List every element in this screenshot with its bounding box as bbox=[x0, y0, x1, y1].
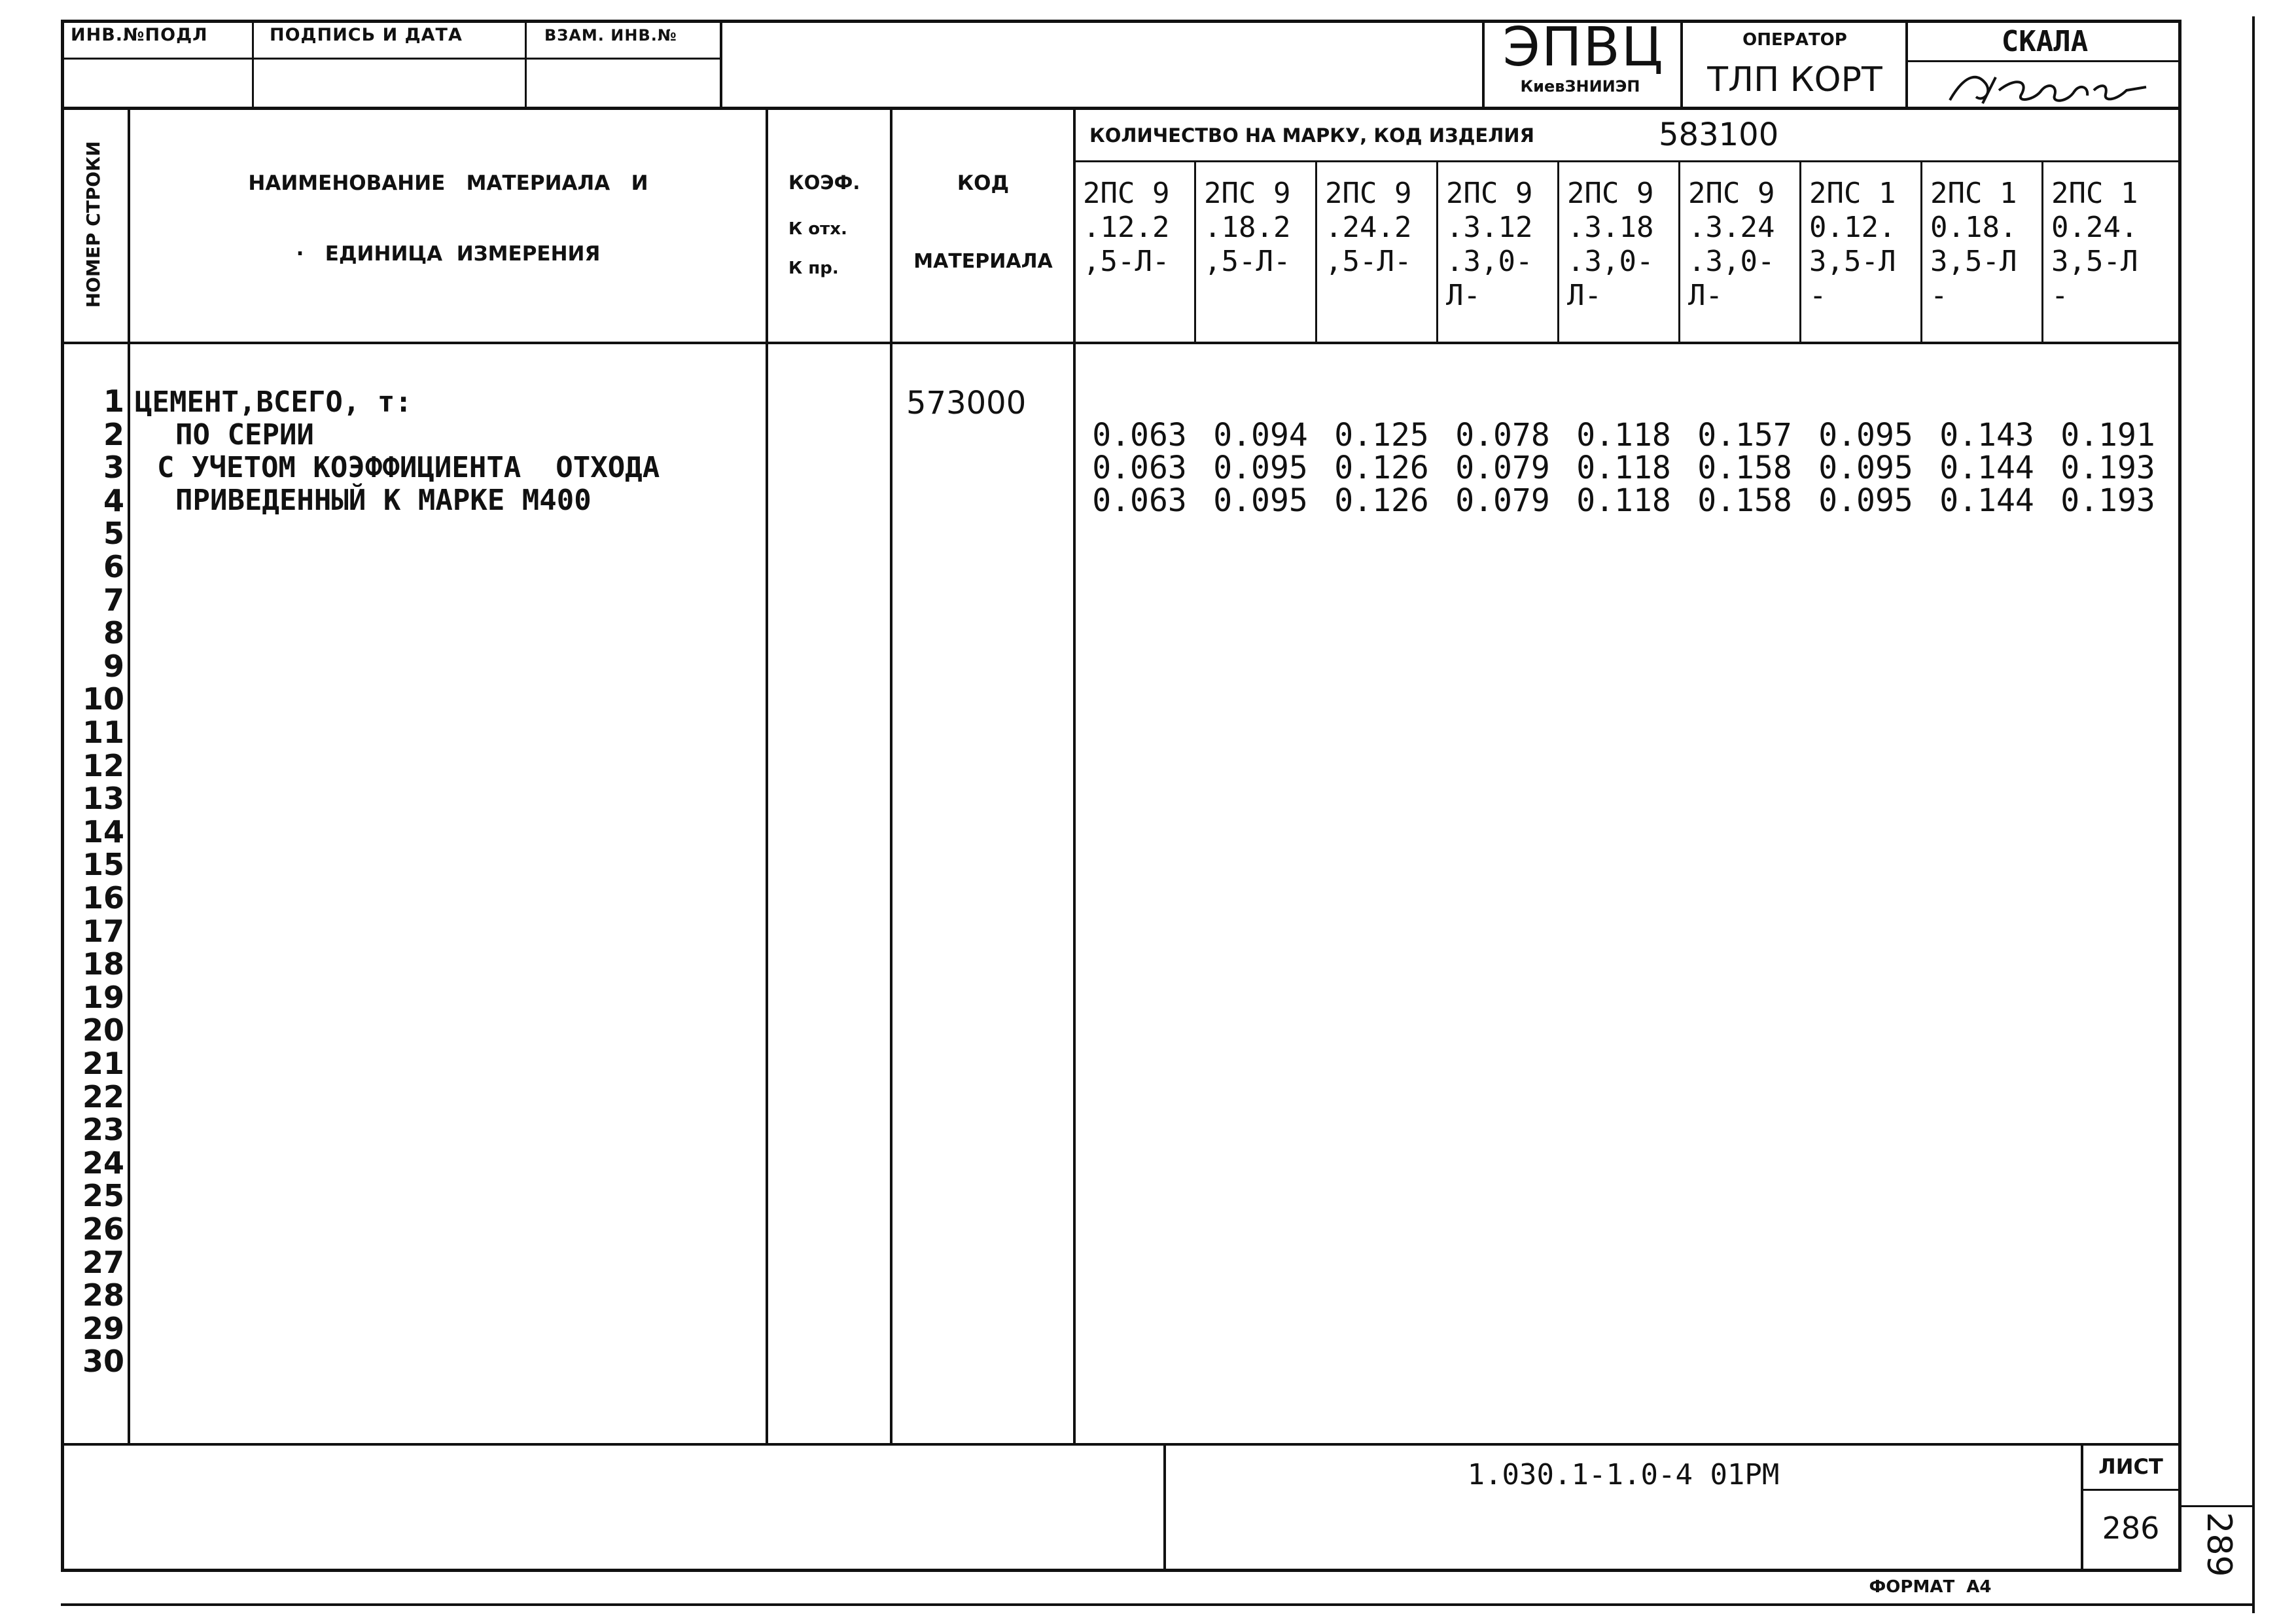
code-label: КОД bbox=[957, 171, 1010, 195]
product-column-7-line3: 3,5-Л bbox=[1809, 245, 1896, 278]
material-name-line1: НАИМЕНОВАНИЕ МАТЕРИАЛА И bbox=[248, 171, 648, 195]
value-cell: 0.193 bbox=[2060, 450, 2155, 486]
product-column-6-line4: Л- bbox=[1688, 279, 1723, 312]
value-cell: 0.063 bbox=[1092, 482, 1187, 519]
row-number: 6 bbox=[103, 549, 124, 584]
operator-value: ТЛП КОРТ bbox=[1707, 60, 1882, 99]
value-cell: 0.095 bbox=[1213, 482, 1308, 519]
product-column-7-line2: 0.12. bbox=[1809, 211, 1896, 244]
product-column-6-line1: 2ПС 9 bbox=[1688, 177, 1775, 210]
row-number: 15 bbox=[82, 847, 124, 883]
product-column-9-line4: - bbox=[2051, 279, 2069, 312]
row-number: 10 bbox=[82, 681, 124, 717]
product-column-4-line2: .3.12 bbox=[1446, 211, 1533, 244]
operator-name: СКАЛА bbox=[2001, 25, 2089, 58]
product-column-4-line4: Л- bbox=[1446, 279, 1481, 312]
vzam-inv-label: ВЗАМ. ИНВ.№ bbox=[544, 26, 677, 45]
product-column-4-line3: .3,0- bbox=[1446, 245, 1533, 278]
product-column-5-line2: .3.18 bbox=[1567, 211, 1654, 244]
row-number: 1 bbox=[103, 383, 124, 419]
product-column-2-line3: ,5-Л- bbox=[1204, 245, 1291, 278]
org-name: ЭПВЦ bbox=[1502, 16, 1665, 79]
coef-k-pr: К пр. bbox=[788, 259, 839, 278]
product-column-8-line3: 3,5-Л bbox=[1930, 245, 2017, 278]
sheet-number: 286 bbox=[2102, 1510, 2160, 1546]
row-number: 29 bbox=[82, 1310, 124, 1346]
row-label-2: ПО СЕРИИ bbox=[175, 418, 314, 452]
product-column-5-line1: 2ПС 9 bbox=[1567, 177, 1654, 210]
value-cell: 0.126 bbox=[1334, 450, 1429, 486]
format-label: ФОРМАТ А4 bbox=[1869, 1577, 1992, 1597]
product-column-8-line1: 2ПС 1 bbox=[1930, 177, 2017, 210]
document-code: 1.030.1-1.0-4 01РМ bbox=[1467, 1458, 1780, 1491]
row-number: 25 bbox=[82, 1178, 124, 1214]
product-column-1-line3: ,5-Л- bbox=[1083, 245, 1170, 278]
row-number: 26 bbox=[82, 1211, 124, 1247]
row-number: 18 bbox=[82, 946, 124, 982]
material-code: 573000 bbox=[906, 385, 1027, 421]
value-cell: 0.078 bbox=[1455, 417, 1550, 454]
value-cell: 0.095 bbox=[1818, 482, 1913, 519]
operator-label: ОПЕРАТОР bbox=[1742, 30, 1847, 50]
row-number: 4 bbox=[103, 482, 124, 518]
product-column-1-line1: 2ПС 9 bbox=[1083, 177, 1170, 210]
value-cell: 0.079 bbox=[1455, 450, 1550, 486]
org-sub: КиевЗНИИЭП bbox=[1520, 77, 1640, 96]
coef-k-otx: К отх. bbox=[788, 219, 847, 239]
row-number-label: НОМЕР СТРОКИ bbox=[82, 141, 104, 308]
row-number: 14 bbox=[82, 813, 124, 849]
operator-signature bbox=[1937, 64, 2159, 109]
row-number: 30 bbox=[82, 1344, 124, 1380]
value-cell: 0.144 bbox=[1939, 450, 2034, 486]
product-column-8-line2: 0.18. bbox=[1930, 211, 2017, 244]
product-column-3-line3: ,5-Л- bbox=[1325, 245, 1412, 278]
value-cell: 0.158 bbox=[1697, 482, 1792, 519]
product-column-3-line2: .24.2 bbox=[1325, 211, 1412, 244]
row-number: 19 bbox=[82, 979, 124, 1015]
value-cell: 0.118 bbox=[1576, 417, 1671, 454]
product-column-9-line3: 3,5-Л bbox=[2051, 245, 2138, 278]
value-cell: 0.118 bbox=[1576, 482, 1671, 519]
row-label-3: С УЧЕТОМ КОЭФФИЦИЕНТА ОТХОДА bbox=[157, 451, 660, 484]
product-column-5-line4: Л- bbox=[1567, 279, 1602, 312]
product-column-7-line1: 2ПС 1 bbox=[1809, 177, 1896, 210]
value-cell: 0.193 bbox=[2060, 482, 2155, 519]
row-number: 24 bbox=[82, 1145, 124, 1181]
row-number: 2 bbox=[103, 416, 124, 452]
row-number: 17 bbox=[82, 913, 124, 949]
quantity-label: КОЛИЧЕСТВО НА МАРКУ, КОД ИЗДЕЛИЯ bbox=[1089, 124, 1534, 147]
value-cell: 0.126 bbox=[1334, 482, 1429, 519]
sheet-label: ЛИСТ bbox=[2098, 1454, 2163, 1479]
page-number: 289 bbox=[2199, 1512, 2238, 1577]
inv-podl-label: ИНВ.№ПОДЛ bbox=[71, 25, 208, 45]
value-cell: 0.094 bbox=[1213, 417, 1308, 454]
product-code: 583100 bbox=[1659, 116, 1779, 153]
product-column-9-line2: 0.24. bbox=[2051, 211, 2138, 244]
row-number: 13 bbox=[82, 781, 124, 817]
product-column-4-line1: 2ПС 9 bbox=[1446, 177, 1533, 210]
row-label-1: ЦЕМЕНТ,ВСЕГО, т: bbox=[135, 385, 412, 419]
row-number: 28 bbox=[82, 1277, 124, 1313]
row-number: 12 bbox=[82, 747, 124, 783]
product-column-9-line1: 2ПС 1 bbox=[2051, 177, 2138, 210]
row-number: 21 bbox=[82, 1046, 124, 1081]
value-cell: 0.191 bbox=[2060, 417, 2155, 454]
row-number: 20 bbox=[82, 1012, 124, 1048]
value-cell: 0.125 bbox=[1334, 417, 1429, 454]
value-cell: 0.063 bbox=[1092, 417, 1187, 454]
row-number: 16 bbox=[82, 880, 124, 916]
row-number: 9 bbox=[103, 648, 124, 684]
value-cell: 0.095 bbox=[1818, 417, 1913, 454]
row-number: 3 bbox=[103, 450, 124, 486]
product-column-6-line2: .3.24 bbox=[1688, 211, 1775, 244]
product-column-8-line4: - bbox=[1930, 279, 1948, 312]
row-number: 7 bbox=[103, 582, 124, 618]
product-column-3-line1: 2ПС 9 bbox=[1325, 177, 1412, 210]
row-number: 23 bbox=[82, 1112, 124, 1148]
row-number: 22 bbox=[82, 1079, 124, 1115]
product-column-6-line3: .3,0- bbox=[1688, 245, 1775, 278]
value-cell: 0.118 bbox=[1576, 450, 1671, 486]
row-number: 8 bbox=[103, 615, 124, 651]
code-label-2: МАТЕРИАЛА bbox=[913, 250, 1053, 273]
value-cell: 0.063 bbox=[1092, 450, 1187, 486]
value-cell: 0.079 bbox=[1455, 482, 1550, 519]
value-cell: 0.157 bbox=[1697, 417, 1792, 454]
value-cell: 0.144 bbox=[1939, 482, 2034, 519]
coef-label: КОЭФ. bbox=[788, 171, 860, 194]
row-number: 11 bbox=[82, 715, 124, 750]
product-column-5-line3: .3,0- bbox=[1567, 245, 1654, 278]
product-column-2-line1: 2ПС 9 bbox=[1204, 177, 1291, 210]
value-cell: 0.095 bbox=[1818, 450, 1913, 486]
product-column-2-line2: .18.2 bbox=[1204, 211, 1291, 244]
material-name-line2: · ЕДИНИЦА ИЗМЕРЕНИЯ bbox=[296, 242, 601, 266]
value-cell: 0.143 bbox=[1939, 417, 2034, 454]
value-cell: 0.095 bbox=[1213, 450, 1308, 486]
row-label-4: ПРИВЕДЕННЫЙ К МАРКЕ М400 bbox=[175, 484, 592, 517]
product-column-1-line2: .12.2 bbox=[1083, 211, 1170, 244]
product-column-7-line4: - bbox=[1809, 279, 1827, 312]
value-cell: 0.158 bbox=[1697, 450, 1792, 486]
row-number: 27 bbox=[82, 1244, 124, 1280]
row-number: 5 bbox=[103, 516, 124, 552]
signature-date-label: ПОДПИСЬ И ДАТА bbox=[270, 25, 463, 45]
